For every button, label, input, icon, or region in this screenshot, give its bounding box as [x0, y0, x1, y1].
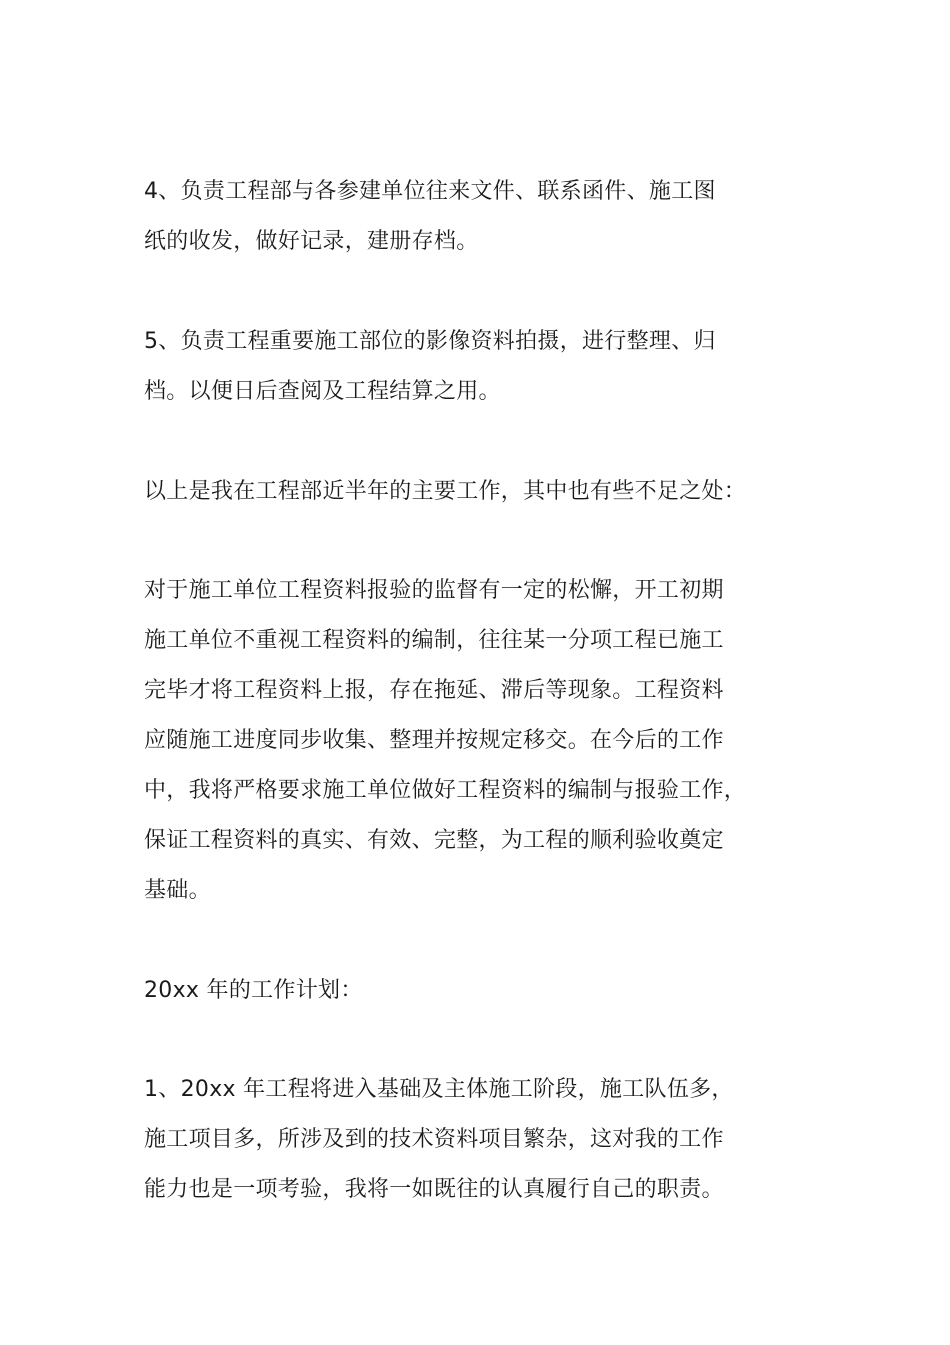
text-line: 应随施工进度同步收集、整理并按规定移交。在今后的工作: [144, 728, 724, 753]
text-line: 档。以便日后查阅及工程结算之用。: [144, 379, 501, 404]
text-line: 5、负责工程重要施工部位的影像资料拍摄，进行整理、归: [144, 329, 716, 354]
paragraph-item-5: [144, 317, 764, 417]
text-line: 完毕才将工程资料上报，存在拖延、滞后等现象。工程资料: [144, 678, 724, 703]
text-line: 对于施工单位工程资料报验的监督有一定的松懈，开工初期: [144, 578, 724, 603]
text-line: 纸的收发，做好记录，建册存档。: [144, 229, 479, 254]
text-line: 中，我将严格要求施工单位做好工程资料的编制与报验工作，: [144, 778, 747, 803]
text-line: 保证工程资料的真实、有效、完整，为工程的顺利验收奠定: [144, 828, 724, 853]
text-line: 1、20xx 年工程将进入基础及主体施工阶段，施工队伍多，: [144, 1077, 734, 1102]
text-line: 施工项目多，所涉及到的技术资料项目繁杂，这对我的工作: [144, 1127, 724, 1152]
paragraph-shortcomings: [144, 566, 764, 916]
text-line: 能力也是一项考验，我将一如既往的认真履行自己的职责。: [144, 1177, 724, 1202]
text-line: 基础。: [144, 878, 211, 903]
paragraph-item-4: [144, 167, 764, 267]
text-line: 施工单位不重视工程资料的编制，往往某一分项工程已施工: [144, 628, 724, 653]
paragraph-plan-item-1: [144, 1065, 764, 1215]
section-heading-work-plan: [144, 966, 764, 1016]
text-line: 4、负责工程部与各参建单位往来文件、联系函件、施工图: [144, 179, 716, 204]
heading-line: 20xx 年的工作计划：: [144, 978, 363, 1003]
paragraph-summary: [144, 467, 764, 517]
text-line: 以上是我在工程部近半年的主要工作，其中也有些不足之处：: [144, 479, 747, 504]
